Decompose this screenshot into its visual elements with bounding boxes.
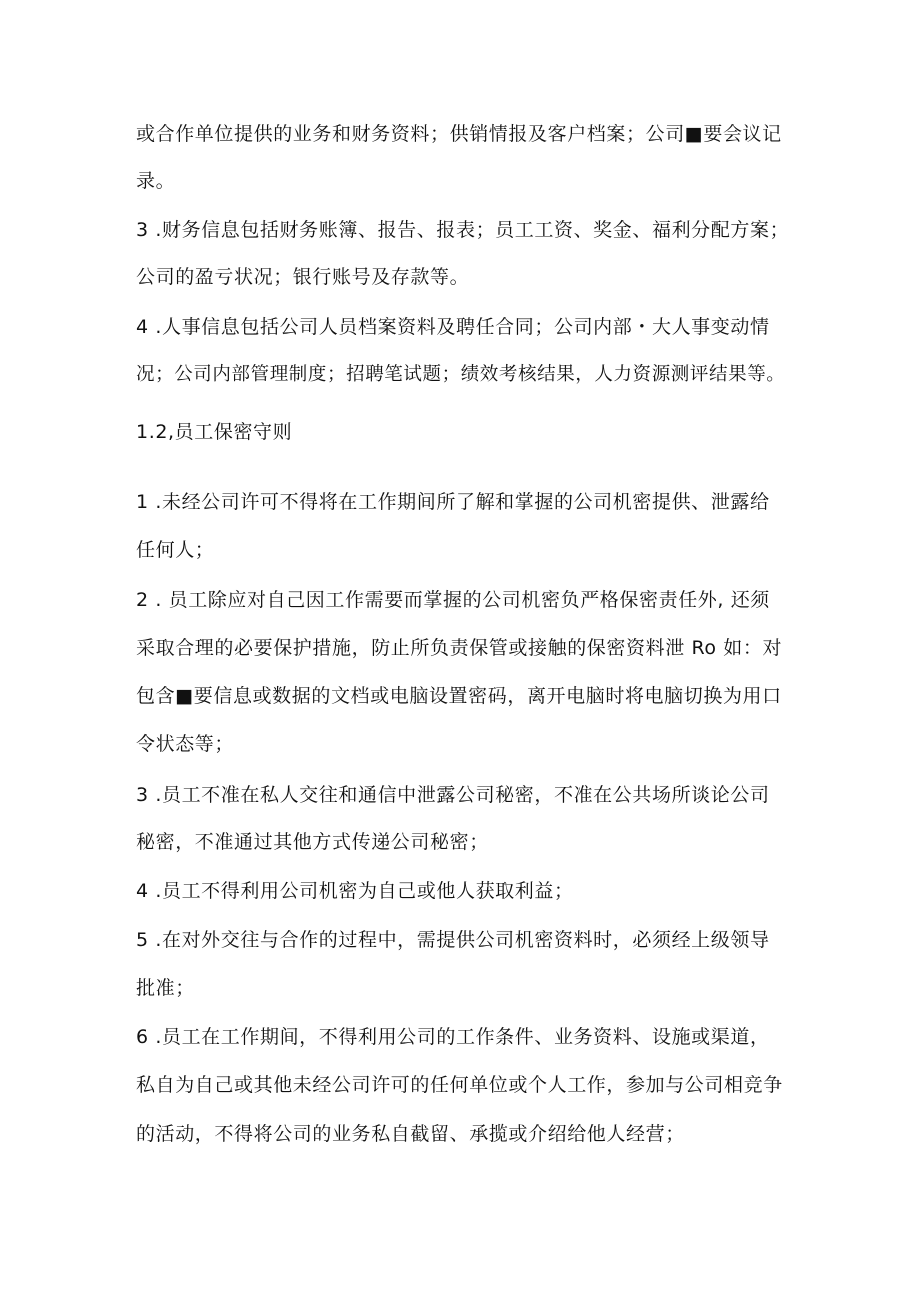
list-item-line: 5 .在对外交往与合作的过程中，需提供公司机密资料时，必须经上级领导: [136, 929, 770, 951]
paragraph-line: 公司的盈亏状况；银行账号及存款等。: [136, 266, 470, 288]
paragraph-line: 秘密，不准通过其他方式传递公司秘密；: [136, 831, 489, 853]
paragraph-line: 包含■要信息或数据的文档或电脑设置密码，离开电脑时将电脑切换为用口: [136, 685, 782, 707]
paragraph-line: 批准；: [136, 977, 195, 999]
list-item-line: 3 .员工不准在私人交往和通信中泄露公司秘密，不准在公共场所谈论公司: [136, 784, 770, 806]
paragraph-line: 采取合理的必要保护措施，防止所负责保管或接触的保密资料泄 Ro 如：对: [136, 637, 783, 659]
paragraph-line: 私自为自己或其他未经公司许可的任何单位或个人工作，参加与公司相竞争: [136, 1074, 783, 1096]
list-item-line: 1 .未经公司许可不得将在工作期间所了解和掌握的公司机密提供、泄露给: [136, 491, 770, 513]
paragraph-line: 任何人；: [136, 539, 215, 561]
list-item-line: 3 .财务信息包括财务账簿、报告、报表；员工工资、奖金、福利分配方案；: [136, 219, 790, 241]
paragraph-line: 录。: [136, 170, 176, 192]
paragraph-line: 况；公司内部管理制度；招聘笔试题；绩效考核结果，人力资源测评结果等。: [136, 364, 786, 385]
section-heading: 1.2,员工保密守则: [136, 421, 293, 443]
paragraph-line: 的活动，不得将公司的业务私自截留、承揽或介绍给他人经营；: [136, 1123, 685, 1145]
list-item-line: 2 . 员工除应对自己因工作需要而掌握的公司机密负严格保密责任外, 还须: [136, 589, 770, 611]
paragraph-line: 或合作单位提供的业务和财务资料；供销情报及客户档案；公司■要会议记: [136, 123, 782, 145]
paragraph-line: 令状态等；: [136, 733, 235, 755]
list-item-line: 4 .员工不得利用公司机密为自己或他人获取利益；: [136, 880, 574, 902]
list-item-line: 4 .人事信息包括公司人员档案资料及聘任合同；公司内部・大人事变动情: [136, 316, 770, 338]
list-item-line: 6 .员工在工作期间，不得利用公司的工作条件、业务资料、设施或渠道，: [136, 1026, 770, 1048]
